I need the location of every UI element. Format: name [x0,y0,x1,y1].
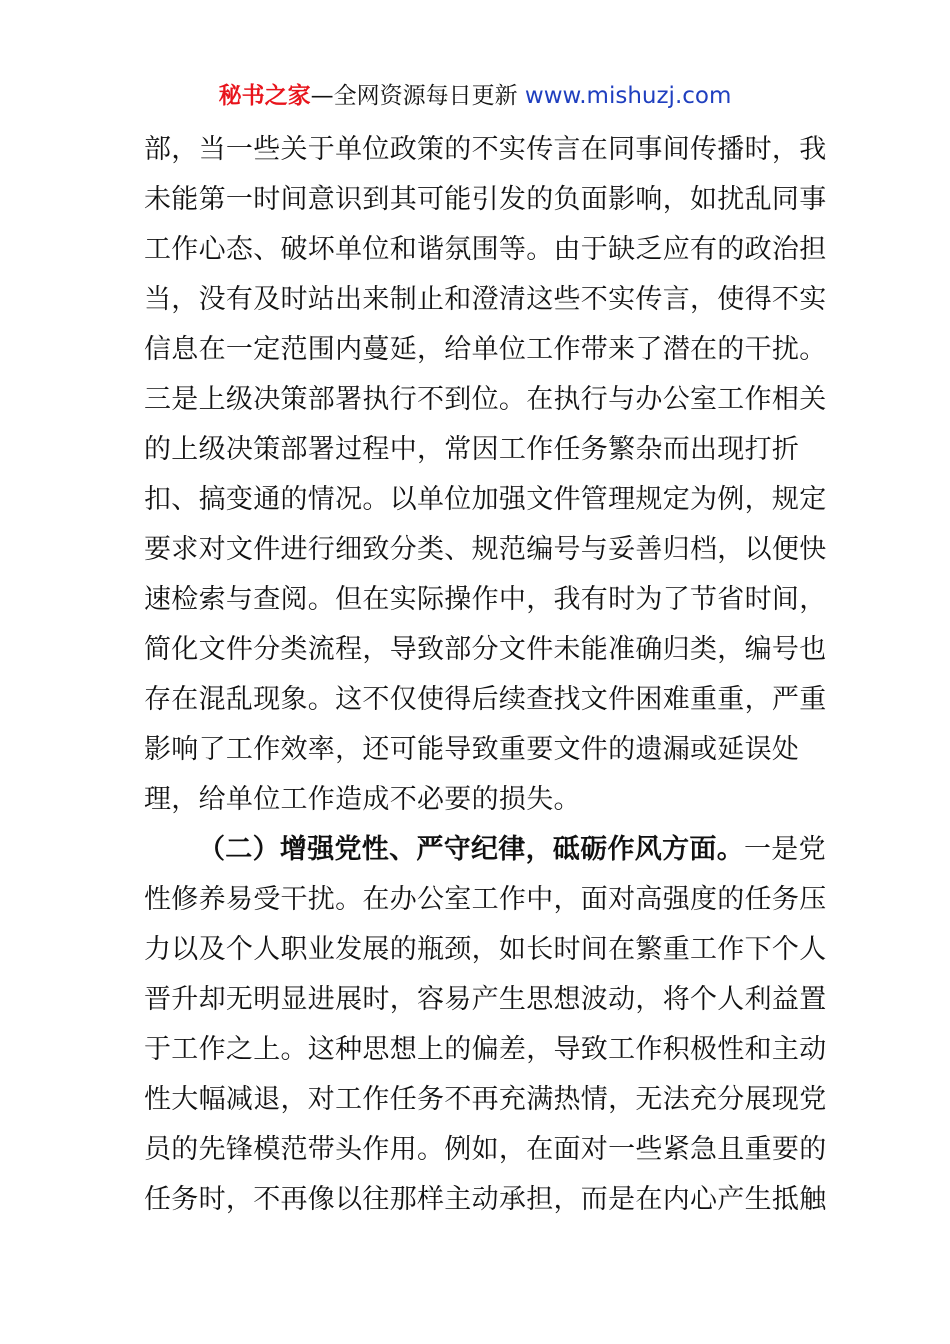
text-line: 扣、搞变通的情况。以单位加强文件管理规定为例，规定 [144,484,827,515]
text-line: 影响了工作效率，还可能导致重要文件的遗漏或延误处 [144,734,800,765]
text-line: 性大幅减退，对工作任务不再充满热情，无法充分展现党 [144,1084,827,1115]
text-line: 信息在一定范围内蔓延，给单位工作带来了潜在的干扰。 [144,334,827,365]
text-line: 任务时，不再像以往那样主动承担，而是在内心产生抵触 [144,1184,827,1215]
text-line: 未能第一时间意识到其可能引发的负面影响，如扰乱同事 [144,184,827,215]
text-line: 三是上级决策部署执行不到位。在执行与办公室工作相关 [144,384,827,415]
text-line: 工作心态、破坏单位和谐氛围等。由于缺乏应有的政治担 [144,234,827,265]
page-header [0,80,950,112]
text-line: 员的先锋模范带头作用。例如，在面对一些紧急且重要的 [144,1134,827,1165]
site-url[interactable]: www.mishuzj.com [524,83,732,109]
text-line: 性修养易受干扰。在办公室工作中，面对高强度的任务压 [144,884,827,915]
text-line: 存在混乱现象。这不仅使得后续查找文件困难重重，严重 [144,684,827,715]
text-line: 的上级决策部署过程中，常因工作任务繁杂而出现打折 [144,434,800,465]
text-line: 晋升却无明显进展时，容易产生思想波动，将个人利益置 [144,984,827,1015]
text-line: 当，没有及时站出来制止和澄清这些不实传言，使得不实 [144,284,827,315]
section-heading: （二）增强党性、严守纪律，砥砺作风方面。 [198,834,744,865]
text-line: 理，给单位工作造成不必要的损失。 [144,784,581,815]
site-tagline: —全网资源每日更新 [310,83,525,109]
text-line: 部，当一些关于单位政策的不实传言在同事间传播时，我 [144,134,827,165]
text-line: 速检索与查阅。但在实际操作中，我有时为了节省时间， [144,584,827,615]
site-brand: 秘书之家 [218,83,311,109]
text-line: 于工作之上。这种思想上的偏差，导致工作积极性和主动 [144,1034,827,1065]
text-line: 要求对文件进行细致分类、规范编号与妥善归档，以便快 [144,534,827,565]
document-body [144,125,827,1225]
text-line: 力以及个人职业发展的瓶颈，如长时间在繁重工作下个人 [144,934,827,965]
section-heading-rest: 一是党 [744,834,826,865]
text-line: 简化文件分类流程，导致部分文件未能准确归类，编号也 [144,634,827,665]
section-heading-line [144,825,826,875]
